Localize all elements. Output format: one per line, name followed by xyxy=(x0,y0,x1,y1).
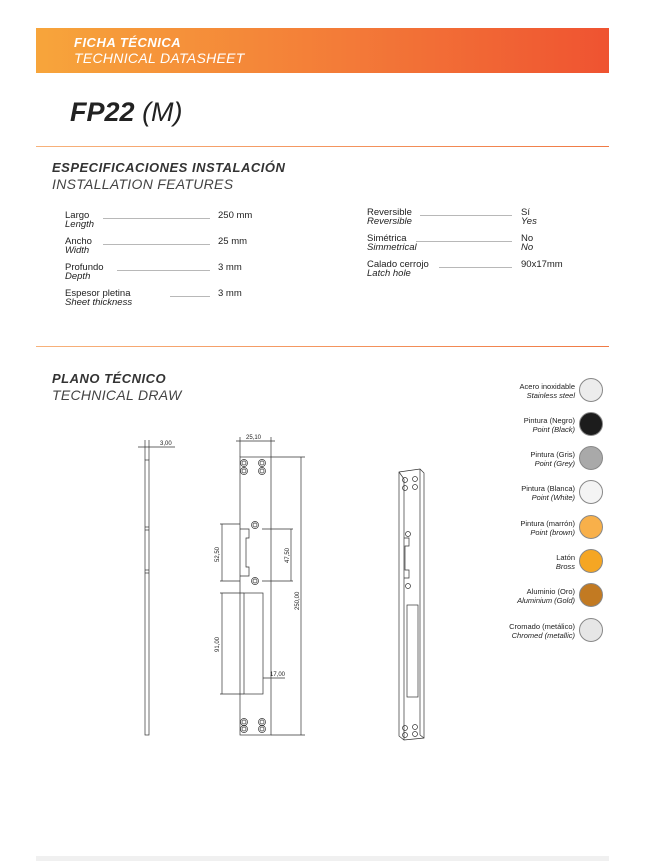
finish-name-en: Point (Black) xyxy=(532,425,575,434)
finish-name-en: Bross xyxy=(555,562,575,571)
finish-name-en: Point (Grey) xyxy=(534,459,575,468)
spec-value: 250 mm xyxy=(218,210,253,221)
spec-label-es: Espesor pletina xyxy=(65,288,131,299)
side-profile xyxy=(138,440,175,735)
spec-label-en: Reversible xyxy=(367,216,412,227)
spec-label-es: Profundo xyxy=(65,262,104,273)
model-code: FP22 xyxy=(70,97,135,127)
drawing-title-en: TECHNICAL DRAW xyxy=(52,387,182,403)
finish-name-en: Chromed (metallic) xyxy=(511,631,575,640)
spec-label-en: Length xyxy=(65,219,95,230)
finish-swatch xyxy=(579,549,603,573)
spec-label-en: Depth xyxy=(65,271,91,282)
dim-width: 25,10 xyxy=(246,435,262,441)
header-title-en: TECHNICAL DATASHEET xyxy=(74,50,245,66)
finish-swatch xyxy=(579,412,603,436)
finish-chromed xyxy=(509,622,575,640)
spec-value-es: Sí xyxy=(521,207,530,218)
spec-label-es: Largo xyxy=(65,210,90,221)
finish-swatch xyxy=(579,583,603,607)
finish-gold-aluminium xyxy=(517,587,575,605)
finish-black xyxy=(524,416,575,434)
finish-name-es: Acero inoxidable xyxy=(519,382,575,391)
spec-value-en: No xyxy=(521,242,534,253)
spec-label-en: Sheet thickness xyxy=(65,297,133,308)
finish-name-es: Pintura (Blanca) xyxy=(521,484,575,493)
drawing-title-es: PLANO TÉCNICO xyxy=(52,371,167,386)
finish-name-es: Pintura (marrón) xyxy=(520,519,575,528)
finish-brass xyxy=(556,553,575,571)
finish-swatch xyxy=(579,446,603,470)
dim-latch-width: 17,00 xyxy=(270,672,286,678)
installation-title-es: ESPECIFICACIONES INSTALACIÓN xyxy=(52,160,286,175)
installation-title-en: INSTALLATION FEATURES xyxy=(52,176,234,192)
spec-value: 25 mm xyxy=(218,236,248,247)
finish-name-en: Point (brown) xyxy=(530,528,575,537)
dim-cut-height: 52,50 xyxy=(215,546,221,562)
finish-grey xyxy=(530,450,575,468)
finish-swatch xyxy=(579,378,603,402)
finish-swatch xyxy=(579,515,603,539)
finish-name-en: Stainless steel xyxy=(526,391,575,400)
finish-swatch xyxy=(579,480,603,504)
spec-label-es: Ancho xyxy=(65,236,92,247)
spec-label-es: Reversible xyxy=(367,207,412,218)
dim-height: 250,00 xyxy=(295,591,301,610)
model-variant: (M) xyxy=(142,97,183,127)
finish-white xyxy=(521,484,575,502)
dim-cut-depth: 47,50 xyxy=(285,547,291,563)
finish-name-es: Cromado (metálico) xyxy=(509,622,575,631)
finish-name-en: Point (White) xyxy=(531,493,575,502)
spec-label-en: Latch hole xyxy=(367,268,411,279)
header-title-es: FICHA TÉCNICA xyxy=(74,35,182,50)
spec-value: 3 mm xyxy=(218,288,242,299)
finish-swatch xyxy=(579,618,603,642)
finish-name-es: Aluminio (Oro) xyxy=(526,587,575,596)
dim-latch-length: 91,00 xyxy=(215,636,221,652)
isometric-plate xyxy=(399,469,424,740)
spec-label-en: Simmetrical xyxy=(367,242,417,253)
footer-bar xyxy=(36,856,609,861)
spec-label-es: Calado cerrojo xyxy=(367,259,429,270)
dim-thickness: 3,00 xyxy=(160,441,172,447)
spec-value: 3 mm xyxy=(218,262,242,273)
finish-stainless xyxy=(520,382,575,400)
spec-value-en: Yes xyxy=(521,216,537,227)
finish-name-es: Latón xyxy=(556,553,575,562)
finish-name-es: Pintura (Gris) xyxy=(530,450,575,459)
finish-name-en: Aluminium (Gold) xyxy=(517,596,575,605)
spec-value: 90x17mm xyxy=(521,259,563,270)
finish-name-es: Pintura (Negro) xyxy=(523,416,575,425)
finish-brown xyxy=(520,519,575,537)
spec-label-en: Width xyxy=(65,245,90,256)
spec-value-es: No xyxy=(521,233,534,244)
spec-label-es: Simétrica xyxy=(367,233,407,244)
front-plate xyxy=(236,437,275,735)
